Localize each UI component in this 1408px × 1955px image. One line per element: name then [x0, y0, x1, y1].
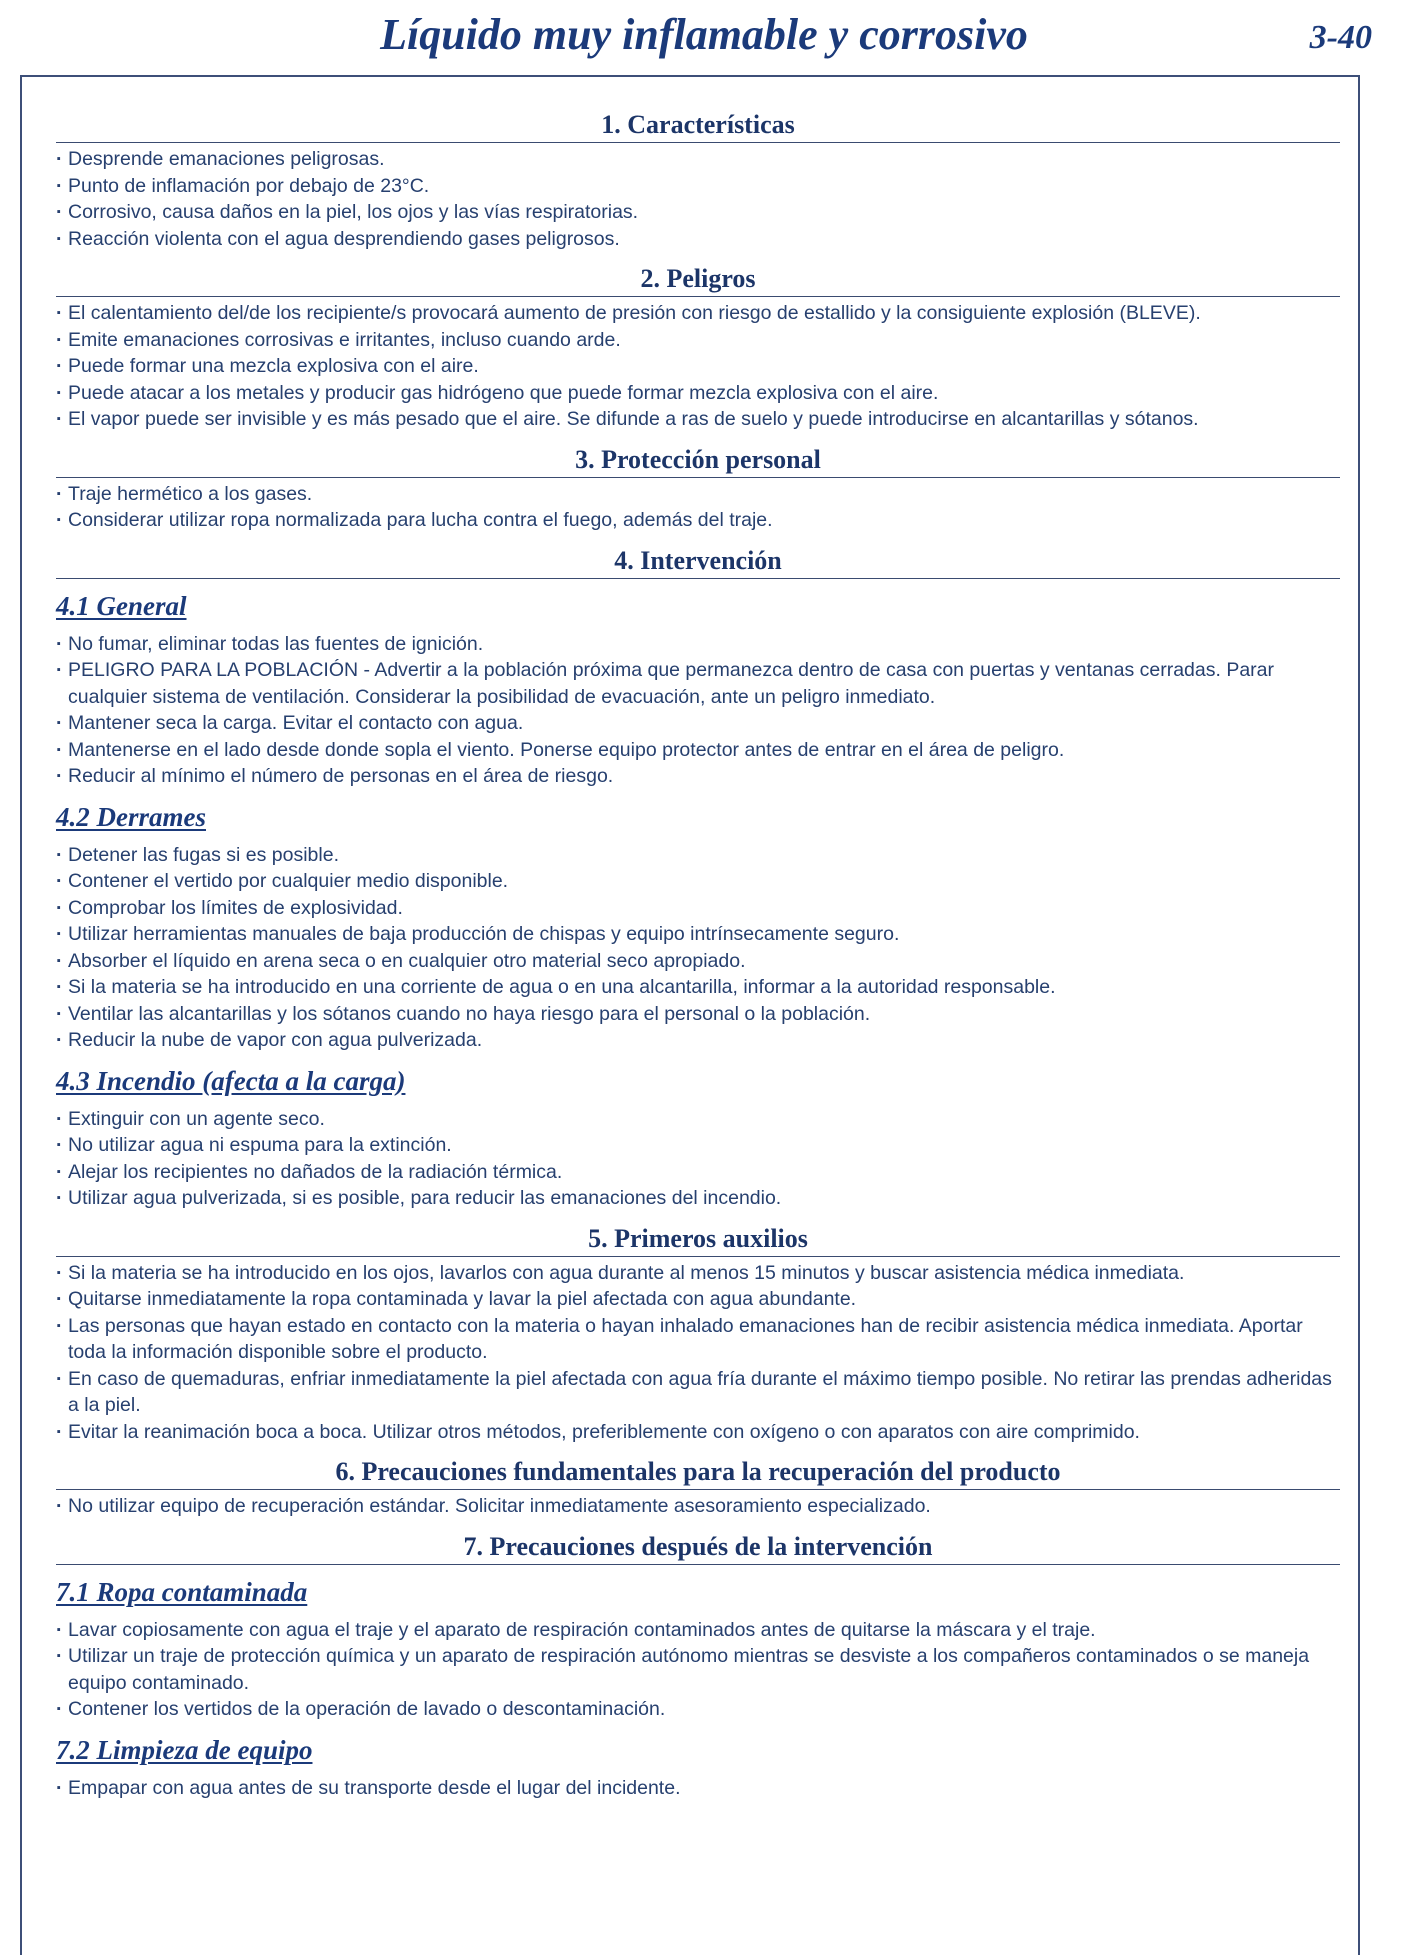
- list-item: · Contener los vertidos de la operación de lavado o descontaminación.: [56, 1696, 1340, 1723]
- list-item: · Ventilar las alcantarillas y los sótanos cuando no haya riesgo para el personal o la población.: [56, 1001, 1340, 1028]
- subsection-4-1-list: [56, 631, 1340, 790]
- section-7: [56, 1526, 1340, 1802]
- page-header: [0, 0, 1408, 68]
- list-item: · No utilizar equipo de recuperación estándar. Solicitar inmediatamente asesoramiento especializado.: [56, 1493, 1340, 1520]
- subsection-title: 4.2 Derrames: [56, 801, 206, 832]
- section-title: 4. Intervención: [56, 540, 1340, 579]
- list-item: · Quitarse inmediatamente la ropa contaminada y lavar la piel afectada con agua abundante.: [56, 1286, 1340, 1313]
- list-item: · PELIGRO PARA LA POBLACIÓN - Advertir a la población próxima que permanezca dentro de casa con puertas y ventanas cerradas. Parar cualquier sistema de ventilación. Considerar la posibilidad de evacuación, ante un peligro inmediato.: [56, 657, 1340, 710]
- list-item: · Mantener seca la carga. Evitar el contacto con agua.: [56, 710, 1340, 737]
- list-item: · Alejar los recipientes no dañados de la radiación térmica.: [56, 1159, 1340, 1186]
- list-item: · Evitar la reanimación boca a boca. Utilizar otros métodos, preferiblemente con oxígeno o con aparatos con aire comprimido.: [56, 1419, 1340, 1446]
- list-item: · Utilizar agua pulverizada, si es posible, para reducir las emanaciones del incendio.: [56, 1185, 1340, 1212]
- subsection-4-3-list: [56, 1106, 1340, 1212]
- section-4: [56, 540, 1340, 1212]
- list-item: · No fumar, eliminar todas las fuentes de ignición.: [56, 631, 1340, 658]
- list-item: · Corrosivo, causa daños en la piel, los ojos y las vías respiratorias.: [56, 199, 1340, 226]
- section-title: 6. Precauciones fundamentales para la recuperación del producto: [56, 1451, 1340, 1490]
- section-1-list: [56, 146, 1340, 252]
- list-item: · Punto de inflamación por debajo de 23°C.: [56, 173, 1340, 200]
- page-number: 3-40: [1309, 19, 1372, 56]
- section-title: 1. Características: [56, 104, 1340, 143]
- subsection-7-1-list: [56, 1617, 1340, 1723]
- list-item: · Si la materia se ha introducido en los ojos, lavarlos con agua durante al menos 15 minutos y buscar asistencia médica inmediata.: [56, 1260, 1340, 1287]
- list-item: · Extinguir con un agente seco.: [56, 1106, 1340, 1133]
- document-body: [56, 104, 1340, 1807]
- page-title: Líquido muy inflamable y corrosivo: [380, 10, 1028, 59]
- section-1: [56, 104, 1340, 252]
- list-item: · Reducir al mínimo el número de personas en el área de riesgo.: [56, 763, 1340, 790]
- section-2: [56, 258, 1340, 433]
- list-item: · En caso de quemaduras, enfriar inmediatamente la piel afectada con agua fría durante el máximo tiempo posible. No retirar las prendas adheridas a la piel.: [56, 1366, 1340, 1419]
- list-item: · El calentamiento del/de los recipiente/s provocará aumento de presión con riesgo de estallido y la consiguiente explosión (BLEVE).: [56, 300, 1340, 327]
- list-item: · Utilizar herramientas manuales de baja producción de chispas y equipo intrínsecamente seguro.: [56, 921, 1340, 948]
- list-item: · Lavar copiosamente con agua el traje y el aparato de respiración contaminados antes de quitarse la máscara y el traje.: [56, 1617, 1340, 1644]
- list-item: · Las personas que hayan estado en contacto con la materia o hayan inhalado emanaciones han de recibir asistencia médica inmediata. Aportar toda la información disponible sobre el producto.: [56, 1313, 1340, 1366]
- list-item: · Mantenerse en el lado desde donde sopla el viento. Ponerse equipo protector antes de entrar en el área de peligro.: [56, 737, 1340, 764]
- list-item: · Emite emanaciones corrosivas e irritantes, incluso cuando arde.: [56, 327, 1340, 354]
- list-item: · Puede atacar a los metales y producir gas hidrógeno que puede formar mezcla explosiva con el aire.: [56, 380, 1340, 407]
- subsection-title: 7.1 Ropa contaminada: [56, 1576, 308, 1607]
- subsection-title: 4.1 General: [56, 590, 187, 621]
- list-item: · Traje hermético a los gases.: [56, 481, 1340, 508]
- subsection-title: 4.3 Incendio (afecta a la carga): [56, 1065, 406, 1096]
- section-2-list: [56, 300, 1340, 433]
- list-item: · Desprende emanaciones peligrosas.: [56, 146, 1340, 173]
- section-6: [56, 1451, 1340, 1520]
- list-item: · Comprobar los límites de explosividad.: [56, 895, 1340, 922]
- list-item: · Absorber el líquido en arena seca o en cualquier otro material seco apropiado.: [56, 948, 1340, 975]
- section-title: 5. Primeros auxilios: [56, 1218, 1340, 1257]
- section-3-list: [56, 481, 1340, 534]
- list-item: · El vapor puede ser invisible y es más pesado que el aire. Se difunde a ras de suelo y puede introducirse en alcantarillas y sótanos.: [56, 406, 1340, 433]
- list-item: · Considerar utilizar ropa normalizada para lucha contra el fuego, además del traje.: [56, 507, 1340, 534]
- list-item: · Contener el vertido por cualquier medio disponible.: [56, 868, 1340, 895]
- section-title: 7. Precauciones después de la intervención: [56, 1526, 1340, 1565]
- list-item: · Reacción violenta con el agua desprendiendo gases peligrosos.: [56, 226, 1340, 253]
- list-item: · Empapar con agua antes de su transporte desde el lugar del incidente.: [56, 1775, 1340, 1802]
- list-item: · Si la materia se ha introducido en una corriente de agua o en una alcantarilla, informar a la autoridad responsable.: [56, 974, 1340, 1001]
- list-item: · Reducir la nube de vapor con agua pulverizada.: [56, 1027, 1340, 1054]
- section-5-list: [56, 1260, 1340, 1446]
- list-item: · No utilizar agua ni espuma para la extinción.: [56, 1132, 1340, 1159]
- list-item: · Detener las fugas si es posible.: [56, 842, 1340, 869]
- subsection-4-2-list: [56, 842, 1340, 1054]
- subsection-7-2-list: [56, 1775, 1340, 1802]
- section-title: 3. Protección personal: [56, 439, 1340, 478]
- list-item: · Puede formar una mezcla explosiva con el aire.: [56, 353, 1340, 380]
- section-5: [56, 1218, 1340, 1446]
- list-item: · Utilizar un traje de protección química y un aparato de respiración autónomo mientras se desviste a los compañeros contaminados o se maneja equipo contaminado.: [56, 1643, 1340, 1696]
- subsection-title: 7.2 Limpieza de equipo: [56, 1734, 313, 1765]
- section-6-list: [56, 1493, 1340, 1520]
- section-title: 2. Peligros: [56, 258, 1340, 297]
- section-3: [56, 439, 1340, 534]
